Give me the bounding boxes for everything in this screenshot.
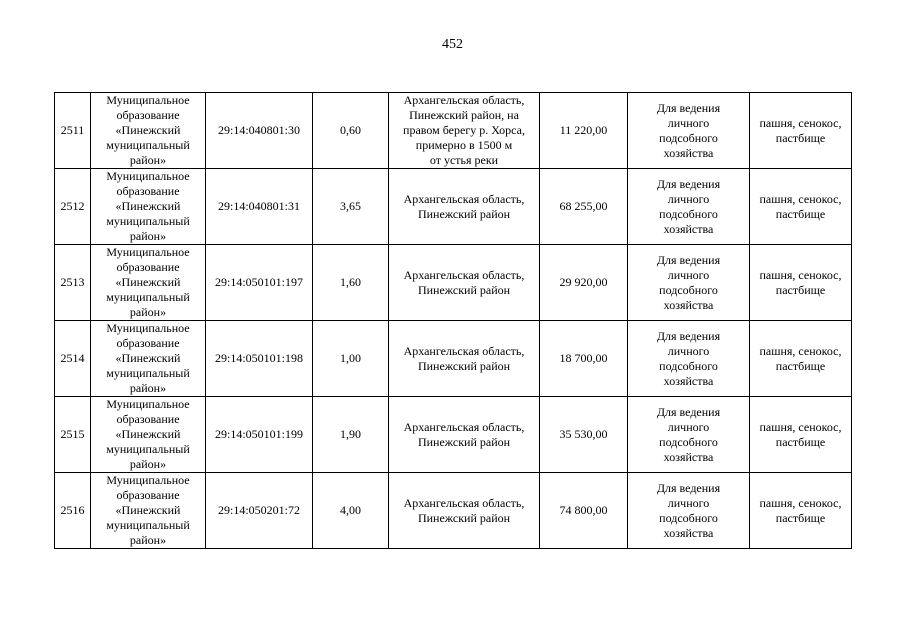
location-cell — [389, 321, 540, 397]
owner-cell-line: образование — [116, 184, 180, 198]
cost-cell: 74 800,00 — [540, 473, 628, 549]
purpose-cell-line: личного — [667, 267, 710, 282]
land-use-cell-line: пастбище — [775, 434, 826, 449]
purpose-cell-line: подсобного — [659, 358, 718, 373]
location-cell — [389, 169, 540, 245]
location-cell-line: Архангельская область, — [403, 495, 525, 510]
owner-cell-line: «Пинежский — [115, 427, 181, 441]
row-number: 2514 — [55, 321, 91, 397]
owner-cell — [91, 93, 206, 169]
owner-cell-line: Муниципальное — [106, 397, 190, 411]
owner-cell-line: район» — [129, 457, 167, 471]
location-cell-line: Пинежский район — [417, 282, 511, 297]
cadastral-number: 29:14:050101:198 — [206, 321, 313, 397]
purpose-cell-line: хозяйства — [663, 373, 714, 388]
cadastral-number: 29:14:050201:72 — [206, 473, 313, 549]
area-cell: 1,00 — [313, 321, 389, 397]
owner-cell — [91, 397, 206, 473]
table-row — [55, 397, 852, 473]
area-cell: 1,60 — [313, 245, 389, 321]
owner-cell-line: образование — [116, 488, 180, 502]
land-use-cell — [750, 473, 852, 549]
owner-cell-line: муниципальный — [106, 366, 190, 380]
land-use-cell-line: пашня, сенокос, — [759, 495, 842, 510]
cadastral-number: 29:14:050101:197 — [206, 245, 313, 321]
cost-cell: 11 220,00 — [540, 93, 628, 169]
purpose-cell-line: хозяйства — [663, 525, 714, 540]
owner-cell-line: муниципальный — [106, 442, 190, 456]
owner-cell-line: «Пинежский — [115, 275, 181, 289]
purpose-cell-line: личного — [667, 115, 710, 130]
table-row — [55, 473, 852, 549]
cost-cell: 35 530,00 — [540, 397, 628, 473]
table-row — [55, 321, 852, 397]
row-number: 2516 — [55, 473, 91, 549]
land-use-cell-line: пашня, сенокос, — [759, 419, 842, 434]
row-number: 2513 — [55, 245, 91, 321]
location-cell-line: Архангельская область, — [403, 267, 525, 282]
land-use-cell-line: пашня, сенокос, — [759, 343, 842, 358]
purpose-cell-line: хозяйства — [663, 297, 714, 312]
land-use-cell — [750, 93, 852, 169]
purpose-cell-line: подсобного — [659, 206, 718, 221]
location-cell-line: Архангельская область, — [403, 419, 525, 434]
owner-cell-line: Муниципальное — [106, 473, 190, 487]
owner-cell-line: район» — [129, 305, 167, 319]
purpose-cell-line: Для ведения — [656, 176, 721, 191]
owner-cell-line: «Пинежский — [115, 351, 181, 365]
table-row — [55, 169, 852, 245]
land-use-cell — [750, 169, 852, 245]
purpose-cell — [628, 397, 750, 473]
purpose-cell-line: Для ведения — [656, 252, 721, 267]
location-cell-line: Пинежский район — [417, 510, 511, 525]
table-row — [55, 245, 852, 321]
owner-cell-line: образование — [116, 260, 180, 274]
cadastral-number: 29:14:050101:199 — [206, 397, 313, 473]
cost-cell: 29 920,00 — [540, 245, 628, 321]
land-use-cell-line: пастбище — [775, 130, 826, 145]
location-cell — [389, 245, 540, 321]
purpose-cell-line: хозяйства — [663, 449, 714, 464]
land-use-cell-line: пашня, сенокос, — [759, 115, 842, 130]
location-cell-line: примерно в 1500 м — [415, 138, 513, 152]
purpose-cell — [628, 473, 750, 549]
owner-cell-line: район» — [129, 381, 167, 395]
location-cell-line: Архангельская область, — [403, 343, 525, 358]
land-use-cell-line: пашня, сенокос, — [759, 267, 842, 282]
row-number: 2512 — [55, 169, 91, 245]
owner-cell — [91, 169, 206, 245]
owner-cell — [91, 473, 206, 549]
cadastral-number: 29:14:040801:30 — [206, 93, 313, 169]
owner-cell-line: Муниципальное — [106, 93, 190, 107]
land-use-cell-line: пастбище — [775, 510, 826, 525]
row-number: 2511 — [55, 93, 91, 169]
purpose-cell-line: хозяйства — [663, 145, 714, 160]
land-use-cell — [750, 245, 852, 321]
purpose-cell-line: личного — [667, 419, 710, 434]
cost-cell: 68 255,00 — [540, 169, 628, 245]
owner-cell-line: район» — [129, 153, 167, 167]
purpose-cell-line: Для ведения — [656, 100, 721, 115]
area-cell: 4,00 — [313, 473, 389, 549]
purpose-cell — [628, 93, 750, 169]
owner-cell-line: «Пинежский — [115, 199, 181, 213]
location-cell-line: Пинежский район — [417, 206, 511, 221]
area-cell: 1,90 — [313, 397, 389, 473]
location-cell-line: Пинежский район — [417, 358, 511, 373]
location-cell-line: Архангельская область, — [403, 191, 525, 206]
owner-cell-line: муниципальный — [106, 518, 190, 532]
purpose-cell-line: Для ведения — [656, 328, 721, 343]
cadastral-number: 29:14:040801:31 — [206, 169, 313, 245]
purpose-cell-line: подсобного — [659, 510, 718, 525]
owner-cell-line: образование — [116, 336, 180, 350]
table-body — [55, 93, 852, 549]
location-cell-line: Пинежский район — [417, 434, 511, 449]
owner-cell-line: район» — [129, 533, 167, 547]
owner-cell-line: Муниципальное — [106, 321, 190, 335]
purpose-cell-line: подсобного — [659, 282, 718, 297]
purpose-cell — [628, 169, 750, 245]
owner-cell-line: образование — [116, 108, 180, 122]
land-use-cell-line: пастбище — [775, 206, 826, 221]
area-cell: 3,65 — [313, 169, 389, 245]
location-cell — [389, 93, 540, 169]
land-registry-table — [54, 92, 852, 549]
owner-cell-line: образование — [116, 412, 180, 426]
purpose-cell-line: личного — [667, 343, 710, 358]
purpose-cell-line: Для ведения — [656, 480, 721, 495]
owner-cell-line: «Пинежский — [115, 503, 181, 517]
page-number: 452 — [442, 37, 463, 52]
purpose-cell-line: хозяйства — [663, 221, 714, 236]
owner-cell-line: район» — [129, 229, 167, 243]
purpose-cell-line: Для ведения — [656, 404, 721, 419]
location-cell-line: правом берегу р. Хорса, — [403, 123, 525, 137]
location-cell — [389, 473, 540, 549]
owner-cell — [91, 321, 206, 397]
land-use-cell-line: пастбище — [775, 358, 826, 373]
table-row — [55, 93, 852, 169]
purpose-cell-line: подсобного — [659, 434, 718, 449]
owner-cell-line: Муниципальное — [106, 169, 190, 183]
owner-cell-line: Муниципальное — [106, 245, 190, 259]
owner-cell — [91, 245, 206, 321]
purpose-cell — [628, 321, 750, 397]
purpose-cell-line: личного — [667, 495, 710, 510]
land-use-cell — [750, 321, 852, 397]
land-use-cell-line: пашня, сенокос, — [759, 191, 842, 206]
owner-cell-line: муниципальный — [106, 214, 190, 228]
owner-cell-line: муниципальный — [106, 290, 190, 304]
purpose-cell-line: личного — [667, 191, 710, 206]
area-cell: 0,60 — [313, 93, 389, 169]
owner-cell-line: муниципальный — [106, 138, 190, 152]
purpose-cell-line: подсобного — [659, 130, 718, 145]
location-cell-line: Пинежский район, на — [409, 108, 519, 122]
land-use-cell — [750, 397, 852, 473]
location-cell-line: Архангельская область, — [403, 93, 525, 107]
land-use-cell-line: пастбище — [775, 282, 826, 297]
cost-cell: 18 700,00 — [540, 321, 628, 397]
purpose-cell — [628, 245, 750, 321]
location-cell — [389, 397, 540, 473]
row-number: 2515 — [55, 397, 91, 473]
location-cell-line: от устья реки — [429, 153, 499, 167]
owner-cell-line: «Пинежский — [115, 123, 181, 137]
